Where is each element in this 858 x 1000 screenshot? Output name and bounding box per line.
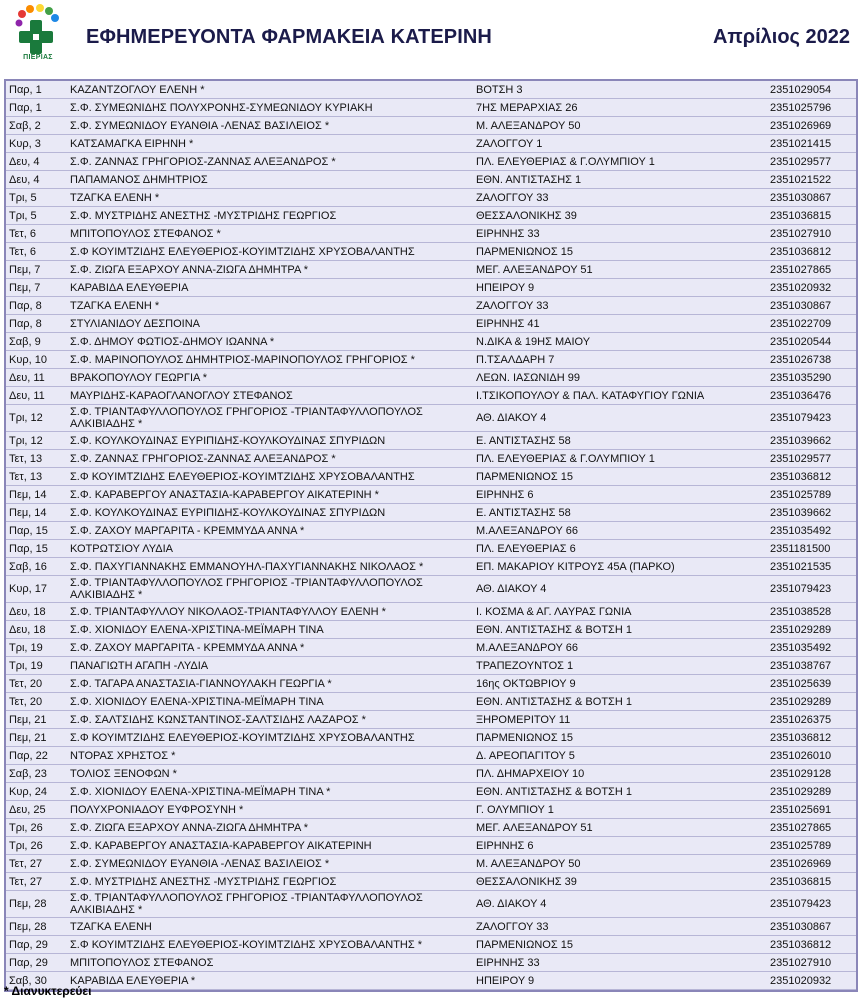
address-cell: Γ. ΟΛΥΜΠΙΟΥ 1 bbox=[473, 801, 767, 819]
pharmacy-name-cell: Σ.Φ. ΧΙΟΝΙΔΟΥ ΕΛΕΝΑ-ΧΡΙΣΤΙΝΑ-ΜΕΪΜΑΡΗ ΤΙΝΑ * bbox=[67, 783, 473, 801]
day-cell: Παρ, 1 bbox=[6, 99, 67, 117]
phone-cell: 2351025691 bbox=[767, 801, 856, 819]
table-row bbox=[6, 675, 856, 693]
day-cell: Τρι, 12 bbox=[6, 432, 67, 450]
day-cell: Κυρ, 24 bbox=[6, 783, 67, 801]
phone-cell: 2351030867 bbox=[767, 189, 856, 207]
day-cell: Παρ, 29 bbox=[6, 954, 67, 972]
address-cell: ΗΠΕΙΡΟΥ 9 bbox=[473, 972, 767, 990]
address-cell: ΒΟΤΣΗ 3 bbox=[473, 81, 767, 99]
pharmacy-name-cell: Σ.Φ. ΜΑΡΙΝΟΠΟΥΛΟΣ ΔΗΜΗΤΡΙΟΣ-ΜΑΡΙΝΟΠΟΥΛΟΣ ΓΡΗΓΟΡΙΟΣ * bbox=[67, 351, 473, 369]
table-row bbox=[6, 954, 856, 972]
phone-cell: 2351026010 bbox=[767, 747, 856, 765]
day-cell: Τετ, 13 bbox=[6, 468, 67, 486]
pharmacy-name-cell: Σ.Φ. ΜΥΣΤΡΙΔΗΣ ΑΝΕΣΤΗΣ -ΜΥΣΤΡΙΔΗΣ ΓΕΩΡΓΙΟΣ bbox=[67, 873, 473, 891]
table-row bbox=[6, 225, 856, 243]
address-cell: ΕΘΝ. ΑΝΤΙΣΤΑΣΗΣ & ΒΟΤΣΗ 1 bbox=[473, 693, 767, 711]
day-cell: Τρι, 19 bbox=[6, 657, 67, 675]
address-cell: ΜΕΓ. ΑΛΕΞΑΝΔΡΟΥ 51 bbox=[473, 261, 767, 279]
phone-cell: 2351036812 bbox=[767, 243, 856, 261]
day-cell: Τρι, 19 bbox=[6, 639, 67, 657]
phone-cell: 2351027910 bbox=[767, 225, 856, 243]
pharmacy-name-cell: ΠΟΛΥΧΡΟΝΙΑΔΟΥ ΕΥΦΡΟΣΥΝΗ * bbox=[67, 801, 473, 819]
address-cell: Ε. ΑΝΤΙΣΤΑΣΗΣ 58 bbox=[473, 504, 767, 522]
address-cell: ΜΕΓ. ΑΛΕΞΑΝΔΡΟΥ 51 bbox=[473, 819, 767, 837]
table-row bbox=[6, 936, 856, 954]
pharmacy-name-cell: Σ.Φ. ΤΑΓΑΡΑ ΑΝΑΣΤΑΣΙΑ-ΓΙΑΝΝΟΥΛΑΚΗ ΓΕΩΡΓΙΑ * bbox=[67, 675, 473, 693]
pharmacy-name-cell: ΤΖΑΓΚΑ ΕΛΕΝΗ bbox=[67, 918, 473, 936]
address-cell: Π.ΤΣΑΛΔΑΡΗ 7 bbox=[473, 351, 767, 369]
day-cell: Δευ, 11 bbox=[6, 387, 67, 405]
table-row bbox=[6, 891, 856, 918]
phone-cell: 2351021415 bbox=[767, 135, 856, 153]
day-cell: Πεμ, 14 bbox=[6, 504, 67, 522]
pharmacy-name-cell: ΚΟΤΡΩΤΣΙΟΥ ΛΥΔΙΑ bbox=[67, 540, 473, 558]
day-cell: Σαβ, 9 bbox=[6, 333, 67, 351]
day-cell: Τετ, 27 bbox=[6, 873, 67, 891]
day-cell: Δευ, 18 bbox=[6, 603, 67, 621]
address-cell: Δ. ΑΡΕΟΠΑΓΙΤΟΥ 5 bbox=[473, 747, 767, 765]
day-cell: Κυρ, 3 bbox=[6, 135, 67, 153]
pharmacy-name-cell: Σ.Φ. ΣΥΜΕΩΝΙΔΟΥ ΕΥΑΝΘΙΑ -ΛΕΝΑΣ ΒΑΣΙΛΕΙΟΣ * bbox=[67, 117, 473, 135]
phone-cell: 2351036812 bbox=[767, 468, 856, 486]
pharmacy-name-cell: Σ.Φ. ΖΑΝΝΑΣ ΓΡΗΓΟΡΙΟΣ-ΖΑΝΝΑΣ ΑΛΕΞΑΝΔΡΟΣ * bbox=[67, 153, 473, 171]
phone-cell: 2351025789 bbox=[767, 486, 856, 504]
pharmacy-name-cell: ΝΤΟΡΑΣ ΧΡΗΣΤΟΣ * bbox=[67, 747, 473, 765]
day-cell: Τρι, 5 bbox=[6, 207, 67, 225]
phone-cell: 2351029577 bbox=[767, 153, 856, 171]
table-row bbox=[6, 99, 856, 117]
pharmacy-name-cell: Σ.Φ. ΤΡΙΑΝΤΑΦΥΛΛΟΥ ΝΙΚΟΛΑΟΣ-ΤΡΙΑΝΤΑΦΥΛΛΟΥ ΕΛΕΝΗ * bbox=[67, 603, 473, 621]
table-row bbox=[6, 522, 856, 540]
table-row bbox=[6, 855, 856, 873]
pharmacy-cross-icon bbox=[14, 4, 60, 60]
address-cell: ΠΛ. ΕΛΕΥΘΕΡΙΑΣ & Γ.ΟΛΥΜΠΙΟΥ 1 bbox=[473, 450, 767, 468]
pharmacy-name-cell: ΠΑΠΑΜΑΝΟΣ ΔΗΜΗΤΡΙΟΣ bbox=[67, 171, 473, 189]
day-cell: Παρ, 8 bbox=[6, 297, 67, 315]
table-row bbox=[6, 171, 856, 189]
table-row bbox=[6, 297, 856, 315]
phone-cell: 2351079423 bbox=[767, 405, 856, 432]
month-label: Απρίλιος 2022 bbox=[712, 26, 850, 48]
day-cell: Δευ, 4 bbox=[6, 153, 67, 171]
table-row bbox=[6, 603, 856, 621]
pharmacy-name-cell: Σ.Φ. ΣΥΜΕΩΝΙΔΗΣ ΠΟΛΥΧΡΟΝΗΣ-ΣΥΜΕΩΝΙΔΟΥ ΚΥΡΙΑΚΗ bbox=[67, 99, 473, 117]
address-cell: 7ΗΣ ΜΕΡΑΡΧΙΑΣ 26 bbox=[473, 99, 767, 117]
address-cell: Ν.ΔΙΚΑ & 19ΗΣ ΜΑΙΟΥ bbox=[473, 333, 767, 351]
address-cell: ΠΑΡΜΕΝΙΩΝΟΣ 15 bbox=[473, 936, 767, 954]
day-cell: Δευ, 4 bbox=[6, 171, 67, 189]
phone-cell: 2351026738 bbox=[767, 351, 856, 369]
day-cell: Παρ, 22 bbox=[6, 747, 67, 765]
pharmacy-name-cell: Σ.Φ ΚΟΥΙΜΤΖΙΔΗΣ ΕΛΕΥΘΕΡΙΟΣ-ΚΟΥΙΜΤΖΙΔΗΣ ΧΡΥΣΟΒΑΛΑΝΤΗΣ bbox=[67, 243, 473, 261]
address-cell: Ι.ΤΣΙΚΟΠΟΥΛΟΥ & ΠΑΛ. ΚΑΤΑΦΥΓΙΟΥ ΓΩΝΙΑ bbox=[473, 387, 767, 405]
address-cell: ΕΙΡΗΝΗΣ 6 bbox=[473, 486, 767, 504]
table-row bbox=[6, 918, 856, 936]
phone-cell: 2351036476 bbox=[767, 387, 856, 405]
page-header bbox=[0, 0, 858, 76]
address-cell: ΕΘΝ. ΑΝΤΙΣΤΑΣΗΣ 1 bbox=[473, 171, 767, 189]
day-cell: Δευ, 11 bbox=[6, 369, 67, 387]
day-cell: Πεμ, 21 bbox=[6, 729, 67, 747]
address-cell: ΑΘ. ΔΙΑΚΟΥ 4 bbox=[473, 891, 767, 918]
address-cell: ΑΘ. ΔΙΑΚΟΥ 4 bbox=[473, 405, 767, 432]
address-cell: ΠΑΡΜΕΝΙΩΝΟΣ 15 bbox=[473, 729, 767, 747]
pharmacy-name-cell: ΜΠΙΤΟΠΟΥΛΟΣ ΣΤΕΦΑΝΟΣ bbox=[67, 954, 473, 972]
phone-cell: 2351020932 bbox=[767, 279, 856, 297]
table-row bbox=[6, 639, 856, 657]
address-cell: 16ης ΟΚΤΩΒΡΙΟΥ 9 bbox=[473, 675, 767, 693]
phone-cell: 2351035492 bbox=[767, 639, 856, 657]
pharmacy-name-cell: Σ.Φ. ΖΑΧΟΥ ΜΑΡΓΑΡΙΤΑ - ΚΡΕΜΜΥΔΑ ΑΝΝΑ * bbox=[67, 639, 473, 657]
address-cell: Ε. ΑΝΤΙΣΤΑΣΗΣ 58 bbox=[473, 432, 767, 450]
table-row bbox=[6, 207, 856, 225]
day-cell: Παρ, 15 bbox=[6, 522, 67, 540]
table-row bbox=[6, 153, 856, 171]
address-cell: Ι. ΚΟΣΜΑ & ΑΓ. ΛΑΥΡΑΣ ΓΩΝΙΑ bbox=[473, 603, 767, 621]
phone-cell: 2351079423 bbox=[767, 576, 856, 603]
phone-cell: 2351181500 bbox=[767, 540, 856, 558]
table-row bbox=[6, 261, 856, 279]
address-cell: ΕΘΝ. ΑΝΤΙΣΤΑΣΗΣ & ΒΟΤΣΗ 1 bbox=[473, 621, 767, 639]
day-cell: Τετ, 27 bbox=[6, 855, 67, 873]
address-cell: ΠΑΡΜΕΝΙΩΝΟΣ 15 bbox=[473, 468, 767, 486]
address-cell: ΖΑΛΟΓΓΟΥ 33 bbox=[473, 297, 767, 315]
duty-table bbox=[6, 81, 856, 990]
phone-cell: 2351025789 bbox=[767, 837, 856, 855]
pharmacy-name-cell: ΠΑΝΑΓΙΩΤΗ ΑΓΑΠΗ -ΛΥΔΙΑ bbox=[67, 657, 473, 675]
phone-cell: 2351029289 bbox=[767, 783, 856, 801]
table-row bbox=[6, 729, 856, 747]
phone-cell: 2351038767 bbox=[767, 657, 856, 675]
phone-cell: 2351022709 bbox=[767, 315, 856, 333]
pharmacy-name-cell: Σ.Φ. ΧΙΟΝΙΔΟΥ ΕΛΕΝΑ-ΧΡΙΣΤΙΝΑ-ΜΕΪΜΑΡΗ ΤΙΝΑ bbox=[67, 693, 473, 711]
day-cell: Σαβ, 30 bbox=[6, 972, 67, 990]
table-row bbox=[6, 540, 856, 558]
day-cell: Τρι, 5 bbox=[6, 189, 67, 207]
pharmacy-name-cell: Σ.Φ. ΧΙΟΝΙΔΟΥ ΕΛΕΝΑ-ΧΡΙΣΤΙΝΑ-ΜΕΪΜΑΡΗ ΤΙΝΑ bbox=[67, 621, 473, 639]
address-cell: ΤΡΑΠΕΖΟΥΝΤΟΣ 1 bbox=[473, 657, 767, 675]
phone-cell: 2351025639 bbox=[767, 675, 856, 693]
table-row bbox=[6, 972, 856, 990]
address-cell: ΕΙΡΗΝΗΣ 33 bbox=[473, 225, 767, 243]
address-cell: ΕΙΡΗΝΗΣ 41 bbox=[473, 315, 767, 333]
table-row bbox=[6, 873, 856, 891]
table-row bbox=[6, 765, 856, 783]
day-cell: Πεμ, 7 bbox=[6, 279, 67, 297]
address-cell: Μ. ΑΛΕΞΑΝΔΡΟΥ 50 bbox=[473, 855, 767, 873]
phone-cell: 2351020932 bbox=[767, 972, 856, 990]
phone-cell: 2351030867 bbox=[767, 297, 856, 315]
pharmacy-name-cell: Σ.Φ. ΚΟΥΛΚΟΥΔΙΝΑΣ ΕΥΡΙΠΙΔΗΣ-ΚΟΥΛΚΟΥΔΙΝΑΣ ΣΠΥΡΙΔΩΝ bbox=[67, 504, 473, 522]
phone-cell: 2351036815 bbox=[767, 207, 856, 225]
pharmacy-name-cell: ΤΟΛΙΟΣ ΞΕΝΟΦΩΝ * bbox=[67, 765, 473, 783]
table-row bbox=[6, 801, 856, 819]
day-cell: Τετ, 20 bbox=[6, 675, 67, 693]
phone-cell: 2351026969 bbox=[767, 117, 856, 135]
pharmacy-name-cell: Σ.Φ ΚΟΥΙΜΤΖΙΔΗΣ ΕΛΕΥΘΕΡΙΟΣ-ΚΟΥΙΜΤΖΙΔΗΣ ΧΡΥΣΟΒΑΛΑΝΤΗΣ bbox=[67, 468, 473, 486]
pharmacy-name-cell: ΚΑΡΑΒΙΔΑ ΕΛΕΥΘΕΡΙΑ bbox=[67, 279, 473, 297]
phone-cell: 2351035290 bbox=[767, 369, 856, 387]
phone-cell: 2351036812 bbox=[767, 729, 856, 747]
phone-cell: 2351027865 bbox=[767, 819, 856, 837]
table-row bbox=[6, 504, 856, 522]
pharmacy-name-cell: Σ.Φ. ΤΡΙΑΝΤΑΦΥΛΛΟΠΟΥΛΟΣ ΓΡΗΓΟΡΙΟΣ -ΤΡΙΑΝΤΑΦΥΛΛΟΠΟΥΛΟΣ ΑΛΚΙΒΙΑΔΗΣ * bbox=[67, 576, 473, 603]
pharmacy-name-cell: Σ.Φ. ΠΑΧΥΓΙΑΝΝΑΚΗΣ ΕΜΜΑΝΟΥΗΛ-ΠΑΧΥΓΙΑΝΝΑΚΗΣ ΝΙΚΟΛΑΟΣ * bbox=[67, 558, 473, 576]
address-cell: ΖΑΛΟΓΓΟΥ 33 bbox=[473, 189, 767, 207]
table-row bbox=[6, 315, 856, 333]
pharmacy-name-cell: Σ.Φ. ΤΡΙΑΝΤΑΦΥΛΛΟΠΟΥΛΟΣ ΓΡΗΓΟΡΙΟΣ -ΤΡΙΑΝΤΑΦΥΛΛΟΠΟΥΛΟΣ ΑΛΚΙΒΙΑΔΗΣ * bbox=[67, 891, 473, 918]
address-cell: ΖΑΛΟΓΓΟΥ 33 bbox=[473, 918, 767, 936]
phone-cell: 2351029577 bbox=[767, 450, 856, 468]
address-cell: ΘΕΣΣΑΛΟΝΙΚΗΣ 39 bbox=[473, 207, 767, 225]
day-cell: Τετ, 20 bbox=[6, 693, 67, 711]
address-cell: ΕΘΝ. ΑΝΤΙΣΤΑΣΗΣ & ΒΟΤΣΗ 1 bbox=[473, 783, 767, 801]
table-row bbox=[6, 711, 856, 729]
phone-cell: 2351035492 bbox=[767, 522, 856, 540]
table-row bbox=[6, 693, 856, 711]
duty-table-body bbox=[6, 81, 856, 990]
address-cell: ΞΗΡΟΜΕΡΙΤΟΥ 11 bbox=[473, 711, 767, 729]
pharmacy-name-cell: Σ.Φ ΚΟΥΙΜΤΖΙΔΗΣ ΕΛΕΥΘΕΡΙΟΣ-ΚΟΥΙΜΤΖΙΔΗΣ ΧΡΥΣΟΒΑΛΑΝΤΗΣ * bbox=[67, 936, 473, 954]
pharmacy-name-cell: ΤΖΑΓΚΑ ΕΛΕΝΗ * bbox=[67, 297, 473, 315]
address-cell: Μ.ΑΛΕΞΑΝΔΡΟΥ 66 bbox=[473, 522, 767, 540]
pharmacy-name-cell: Σ.Φ. ΣΥΜΕΩΝΙΔΟΥ ΕΥΑΝΘΙΑ -ΛΕΝΑΣ ΒΑΣΙΛΕΙΟΣ * bbox=[67, 855, 473, 873]
address-cell: ΘΕΣΣΑΛΟΝΙΚΗΣ 39 bbox=[473, 873, 767, 891]
table-row bbox=[6, 405, 856, 432]
table-row bbox=[6, 468, 856, 486]
pharmacy-name-cell: ΤΖΑΓΚΑ ΕΛΕΝΗ * bbox=[67, 189, 473, 207]
pharmacy-name-cell: Σ.Φ. ΣΑΛΤΣΙΔΗΣ ΚΩΝΣΤΑΝΤΙΝΟΣ-ΣΑΛΤΣΙΔΗΣ ΛΑΖΑΡΟΣ * bbox=[67, 711, 473, 729]
day-cell: Παρ, 1 bbox=[6, 81, 67, 99]
phone-cell: 2351036812 bbox=[767, 936, 856, 954]
table-row bbox=[6, 189, 856, 207]
day-cell: Πεμ, 28 bbox=[6, 918, 67, 936]
table-row bbox=[6, 657, 856, 675]
pharmacy-name-cell: Σ.Φ. ΤΡΙΑΝΤΑΦΥΛΛΟΠΟΥΛΟΣ ΓΡΗΓΟΡΙΟΣ -ΤΡΙΑΝΤΑΦΥΛΛΟΠΟΥΛΟΣ ΑΛΚΙΒΙΑΔΗΣ * bbox=[67, 405, 473, 432]
day-cell: Τετ, 6 bbox=[6, 243, 67, 261]
table-row bbox=[6, 819, 856, 837]
pharmacy-name-cell: ΚΑΡΑΒΙΔΑ ΕΛΕΥΘΕΡΙΑ * bbox=[67, 972, 473, 990]
pharmacy-name-cell: Σ.Φ. ΚΟΥΛΚΟΥΔΙΝΑΣ ΕΥΡΙΠΙΔΗΣ-ΚΟΥΛΚΟΥΔΙΝΑΣ ΣΠΥΡΙΔΩΝ bbox=[67, 432, 473, 450]
phone-cell: 2351026969 bbox=[767, 855, 856, 873]
day-cell: Πεμ, 7 bbox=[6, 261, 67, 279]
phone-cell: 2351027910 bbox=[767, 954, 856, 972]
day-cell: Δευ, 18 bbox=[6, 621, 67, 639]
table-row bbox=[6, 243, 856, 261]
pharmacy-name-cell: ΚΑΖΑΝΤΖΟΓΛΟΥ ΕΛΕΝΗ * bbox=[67, 81, 473, 99]
table-row bbox=[6, 576, 856, 603]
footer-note: * Διανυκτερεύει bbox=[4, 984, 92, 998]
pharmacy-name-cell: Σ.Φ. ΖΙΩΓΑ ΕΞΑΡΧΟΥ ΑΝΝΑ-ΖΙΩΓΑ ΔΗΜΗΤΡΑ * bbox=[67, 819, 473, 837]
table-row bbox=[6, 747, 856, 765]
pharmacy-name-cell: Σ.Φ. ΚΑΡΑΒΕΡΓΟΥ ΑΝΑΣΤΑΣΙΑ-ΚΑΡΑΒΕΡΓΟΥ ΑΙΚΑΤΕΡΙΝΗ * bbox=[67, 486, 473, 504]
phone-cell: 2351029289 bbox=[767, 621, 856, 639]
phone-cell: 2351025796 bbox=[767, 99, 856, 117]
pharmacy-name-cell: Σ.Φ. ΖΑΧΟΥ ΜΑΡΓΑΡΙΤΑ - ΚΡΕΜΜΥΔΑ ΑΝΝΑ * bbox=[67, 522, 473, 540]
table-row bbox=[6, 351, 856, 369]
phone-cell: 2351020544 bbox=[767, 333, 856, 351]
phone-cell: 2351021535 bbox=[767, 558, 856, 576]
day-cell: Σαβ, 2 bbox=[6, 117, 67, 135]
table-row bbox=[6, 387, 856, 405]
pharmacy-name-cell: ΜΠΙΤΟΠΟΥΛΟΣ ΣΤΕΦΑΝΟΣ * bbox=[67, 225, 473, 243]
table-row bbox=[6, 486, 856, 504]
day-cell: Τετ, 6 bbox=[6, 225, 67, 243]
day-cell: Πεμ, 14 bbox=[6, 486, 67, 504]
phone-cell: 2351021522 bbox=[767, 171, 856, 189]
phone-cell: 2351038528 bbox=[767, 603, 856, 621]
phone-cell: 2351029289 bbox=[767, 693, 856, 711]
day-cell: Τρι, 12 bbox=[6, 405, 67, 432]
duty-table-container bbox=[4, 79, 858, 992]
day-cell: Τρι, 26 bbox=[6, 819, 67, 837]
address-cell: ΕΙΡΗΝΗΣ 33 bbox=[473, 954, 767, 972]
day-cell: Κυρ, 10 bbox=[6, 351, 67, 369]
phone-cell: 2351036815 bbox=[767, 873, 856, 891]
day-cell: Δευ, 25 bbox=[6, 801, 67, 819]
phone-cell: 2351026375 bbox=[767, 711, 856, 729]
address-cell: ΕΙΡΗΝΗΣ 6 bbox=[473, 837, 767, 855]
phone-cell: 2351079423 bbox=[767, 891, 856, 918]
pharmacy-name-cell: ΜΑΥΡΙΔΗΣ-ΚΑΡΑΟΓΛΑΝΟΓΛΟΥ ΣΤΕΦΑΝΟΣ bbox=[67, 387, 473, 405]
pharmacy-name-cell: Σ.Φ. ΜΥΣΤΡΙΔΗΣ ΑΝΕΣΤΗΣ -ΜΥΣΤΡΙΔΗΣ ΓΕΩΡΓΙΟΣ bbox=[67, 207, 473, 225]
day-cell: Παρ, 8 bbox=[6, 315, 67, 333]
day-cell: Σαβ, 16 bbox=[6, 558, 67, 576]
day-cell: Σαβ, 23 bbox=[6, 765, 67, 783]
address-cell: Μ.ΑΛΕΞΑΝΔΡΟΥ 66 bbox=[473, 639, 767, 657]
address-cell: ΕΠ. ΜΑΚΑΡΙΟΥ ΚΙΤΡΟΥΣ 45Α (ΠΑΡΚΟ) bbox=[473, 558, 767, 576]
day-cell: Πεμ, 28 bbox=[6, 891, 67, 918]
page-title: ΕΦΗΜΕΡΕΥΟΝΤΑ ΦΑΡΜΑΚΕΙΑ ΚΑΤΕΡΙΝΗ bbox=[86, 26, 492, 48]
table-row bbox=[6, 333, 856, 351]
day-cell: Τρι, 26 bbox=[6, 837, 67, 855]
table-row bbox=[6, 450, 856, 468]
address-cell: ΠΛ. ΕΛΕΥΘΕΡΙΑΣ 6 bbox=[473, 540, 767, 558]
pharmacy-name-cell: Σ.Φ. ΔΗΜΟΥ ΦΩΤΙΟΣ-ΔΗΜΟΥ ΙΩΑΝΝΑ * bbox=[67, 333, 473, 351]
pharmacy-name-cell: Σ.Φ ΚΟΥΙΜΤΖΙΔΗΣ ΕΛΕΥΘΕΡΙΟΣ-ΚΟΥΙΜΤΖΙΔΗΣ ΧΡΥΣΟΒΑΛΑΝΤΗΣ bbox=[67, 729, 473, 747]
pharmacy-name-cell: ΣΤΥΛΙΑΝΙΔΟΥ ΔΕΣΠΟΙΝΑ bbox=[67, 315, 473, 333]
table-row bbox=[6, 135, 856, 153]
address-cell: ΠΛ. ΔΗΜΑΡΧΕΙΟΥ 10 bbox=[473, 765, 767, 783]
day-cell: Παρ, 29 bbox=[6, 936, 67, 954]
table-row bbox=[6, 117, 856, 135]
table-row bbox=[6, 783, 856, 801]
pharmacy-name-cell: ΚΑΤΣΑΜΑΓΚΑ ΕΙΡΗΝΗ * bbox=[67, 135, 473, 153]
pharmacy-name-cell: Σ.Φ. ΚΑΡΑΒΕΡΓΟΥ ΑΝΑΣΤΑΣΙΑ-ΚΑΡΑΒΕΡΓΟΥ ΑΙΚΑΤΕΡΙΝΗ bbox=[67, 837, 473, 855]
table-row bbox=[6, 279, 856, 297]
address-cell: ΠΑΡΜΕΝΙΩΝΟΣ 15 bbox=[473, 243, 767, 261]
address-cell: ΗΠΕΙΡΟΥ 9 bbox=[473, 279, 767, 297]
phone-cell: 2351029054 bbox=[767, 81, 856, 99]
day-cell: Κυρ, 17 bbox=[6, 576, 67, 603]
table-row bbox=[6, 432, 856, 450]
day-cell: Τετ, 13 bbox=[6, 450, 67, 468]
phone-cell: 2351029128 bbox=[767, 765, 856, 783]
table-row bbox=[6, 369, 856, 387]
pharmacy-name-cell: ΒΡΑΚΟΠΟΥΛΟΥ ΓΕΩΡΓΙΑ * bbox=[67, 369, 473, 387]
day-cell: Παρ, 15 bbox=[6, 540, 67, 558]
day-cell: Πεμ, 21 bbox=[6, 711, 67, 729]
table-row bbox=[6, 558, 856, 576]
logo-label: ΠΙΕΡΙΑΣ bbox=[23, 54, 53, 61]
address-cell: ΖΑΛΟΓΓΟΥ 1 bbox=[473, 135, 767, 153]
address-cell: Μ. ΑΛΕΞΑΝΔΡΟΥ 50 bbox=[473, 117, 767, 135]
phone-cell: 2351027865 bbox=[767, 261, 856, 279]
table-row bbox=[6, 837, 856, 855]
pharmacy-name-cell: Σ.Φ. ΖΙΩΓΑ ΕΞΑΡΧΟΥ ΑΝΝΑ-ΖΙΩΓΑ ΔΗΜΗΤΡΑ * bbox=[67, 261, 473, 279]
phone-cell: 2351039662 bbox=[767, 504, 856, 522]
pharmacy-name-cell: Σ.Φ. ΖΑΝΝΑΣ ΓΡΗΓΟΡΙΟΣ-ΖΑΝΝΑΣ ΑΛΕΞΑΝΔΡΟΣ * bbox=[67, 450, 473, 468]
table-row bbox=[6, 621, 856, 639]
address-cell: ΛΕΩΝ. ΙΑΣΩΝΙΔΗ 99 bbox=[473, 369, 767, 387]
phone-cell: 2351039662 bbox=[767, 432, 856, 450]
address-cell: ΑΘ. ΔΙΑΚΟΥ 4 bbox=[473, 576, 767, 603]
address-cell: ΠΛ. ΕΛΕΥΘΕΡΙΑΣ & Γ.ΟΛΥΜΠΙΟΥ 1 bbox=[473, 153, 767, 171]
phone-cell: 2351030867 bbox=[767, 918, 856, 936]
table-row bbox=[6, 81, 856, 99]
